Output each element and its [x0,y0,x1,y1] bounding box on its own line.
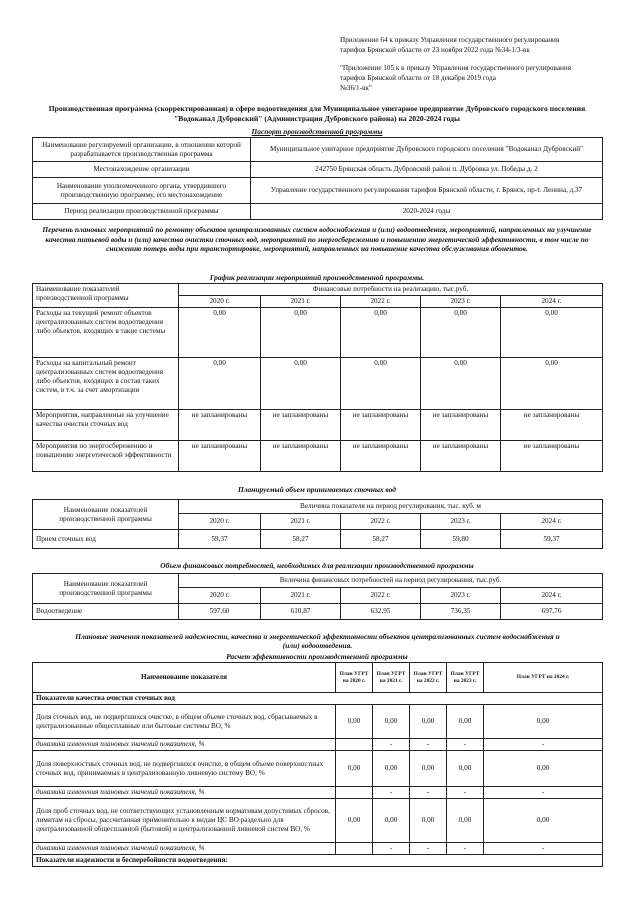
year-header: 2022 г. [341,588,421,604]
cell-value: 58,27 [261,530,341,549]
passport-label: Наименование уполномоченного органа, утвердившего производственную программу, его местонахождение [33,178,251,204]
cell-value: - [410,787,447,799]
measures-heading: Перечень плановых мероприятий по ремонту объектов централизованных систем водоснабжения и (или) водоотведения, мероприятий, направленных на улучшение качества питьевой воды и (или) качества очистки сточных вод, мероприятий по энергосбережению и повышению энергетической эффективности, в том числе по снижению потерь воды при транспортировке, мероприятий, направленных на повышение качества обслуживания абонентов. [42,225,592,254]
cell-value [336,739,373,751]
column-group-header: Величина показателя на период регулирования, тыс. куб. м [179,500,603,514]
passport-value: Управление государственного регулирования тарифов Брянской области, г. Брянск, пр-т. Ленина, д.37 [251,178,603,204]
cell-value [336,787,373,799]
annotation-line: тарифов Брянской области от 23 ноября 2022 года №34-1/3-вк [340,46,530,54]
dynamics-label: динамика изменения плановых значений показателя, % [33,739,336,751]
table-row [33,410,603,441]
row-label: Водоотведение [33,604,179,620]
plan-header: План УГРТ на 2021 г. [373,663,410,693]
row-label: Расходы на капитальный ремонт централизованных систем водоотведения либо объектов, входящих в состав таких систем, в т.ч. за счет амортизации [33,358,179,410]
year-header: 2021 г. [261,296,341,308]
year-header: 2022 г. [341,514,421,530]
cell-value: не запланированы [501,441,603,472]
column-group-header: Величина финансовых потребностей на период регулирования, тыс.руб. [179,574,603,588]
table-row [33,204,603,220]
cell-value: - [373,843,410,855]
column-header: Наименование показателей производственной программы [33,500,179,530]
cell-value: 0,00 [373,799,410,843]
cell-value: 0,00 [484,751,603,787]
cell-value: 632,95 [341,604,421,620]
cell-value: - [447,787,484,799]
cell-value: 0,00 [501,358,603,410]
cell-value: 0,00 [447,705,484,739]
cell-value: 0,00 [336,751,373,787]
cell-value: не запланированы [421,410,501,441]
cell-value: - [484,739,603,751]
cell-value: не запланированы [501,410,603,441]
annotation-line: Приложение 64 к приказу Управления государственного регулирования [340,36,560,44]
cell-value: не запланированы [179,441,261,472]
reliability-heading: Плановые значения показателей надежности, качества и энергетической эффективности объектов централизованных систем водоснабжения и (или) водоотведения. [75,632,560,651]
year-header: 2022 г. [341,296,421,308]
cell-value: 0,00 [447,751,484,787]
cell-value: не запланированы [341,441,421,472]
year-header: 2020 г. [179,514,261,530]
year-header: 2020 г. [179,296,261,308]
year-header: 2024 г. [501,514,603,530]
table-row [33,787,603,799]
passport-label: Наименование регулируемой организации, в отношении которой разрабатывается производственная программа [33,138,251,162]
cell-value: не запланированы [341,410,421,441]
cell-value: 0,00 [501,308,603,358]
cell-value: - [373,787,410,799]
cell-value: 0,00 [336,705,373,739]
section-header: Показатели качества очистки сточных вод [33,693,603,705]
cell-value: 0,00 [447,799,484,843]
column-header: Наименование показателя [33,663,336,693]
passport-value: 2020-2024 годы [251,204,603,220]
column-group-header: Финансовые потребности на реализацию, тыс.руб. [179,284,603,296]
cell-value: 610,87 [261,604,341,620]
cell-value: 58,27 [341,530,421,549]
annotation-line: "Приложение 105 к к приказу Управления государственного регулирования [340,64,572,72]
finance-table [32,573,603,620]
dynamics-label: динамика изменения плановых значений показателя, % [33,787,336,799]
table-row [33,308,603,358]
table-row [33,751,603,787]
volume-table [32,499,603,549]
column-header: Наименование показателей производственной программы [33,284,179,308]
cell-value: 0,00 [421,308,501,358]
cell-value: не запланированы [421,441,501,472]
efficiency-table [32,662,603,867]
cell-value: 0,00 [261,308,341,358]
cell-value: 0,00 [179,358,261,410]
passport-value: Муниципальное унитарное предприятие Дубровского городского поселения "Водоканал Дубровский" [251,138,603,162]
cell-value: 59,37 [501,530,603,549]
year-header: 2024 г. [501,588,603,604]
cell-value: 597,60 [179,604,261,620]
cell-value [336,843,373,855]
cell-value: 0,00 [261,358,341,410]
year-header: 2021 г. [261,588,341,604]
year-header: 2024 г. [501,296,603,308]
cell-value: 0,00 [373,705,410,739]
cell-value: - [484,787,603,799]
cell-value: 59,80 [421,530,501,549]
cell-value: 0,00 [373,751,410,787]
table-row [33,178,603,204]
table-row [33,162,603,178]
table-row [33,500,603,514]
table-row [33,663,603,693]
cell-value: - [373,739,410,751]
year-header: 2021 г. [261,514,341,530]
table-row [33,284,603,296]
table-row [33,843,603,855]
row-label: Доля поверхностных сточных вод, не подвергшихся очистке, в общем объеме поверхностных сточных вод, принимаемых в централизованную ливневую систему ВО, % [33,751,336,787]
cell-value: 0,00 [410,751,447,787]
passport-heading: Паспорт производственной программы [251,127,383,136]
cell-value: - [447,739,484,751]
row-label: Мероприятия, направленные на улучшение качества очистки сточных вод [33,410,179,441]
cell-value: 0,00 [484,799,603,843]
cell-value: 59,37 [179,530,261,549]
cell-value: 0,00 [341,358,421,410]
year-header: 2023 г. [421,588,501,604]
cell-value: - [447,843,484,855]
cell-value: 0,00 [410,799,447,843]
year-header: 2020 г. [179,588,261,604]
table-row [33,530,603,549]
plan-header: План УГРТ на 2022 г. [410,663,447,693]
passport-label: Местонахождение организации [33,162,251,178]
table-row [33,855,603,867]
cell-value: 736,35 [421,604,501,620]
row-label: Мероприятия по энергосбережению и повышению энергетической эффективности [33,441,179,472]
year-header: 2023 г. [421,296,501,308]
volume-heading: Планируемый объем принимаемых сточных вод [238,485,396,494]
plan-header: План УГРТ на 2024 г. [484,663,603,693]
table-row [33,441,603,472]
table-row [33,358,603,410]
finance-heading: Объем финансовых потребностей, необходимых для реализации производственной программы [160,561,474,570]
schedule-table [32,283,603,472]
row-label: Прием сточных вод [33,530,179,549]
table-row [33,705,603,739]
section-header: Показатели надежности и бесперебойности водоотведения: [33,855,603,867]
plan-header: План УГРТ на 2023 г. [447,663,484,693]
cell-value: - [484,843,603,855]
table-row [33,799,603,843]
row-label: Доля сточных вод, не подвергшихся очистке, в общем объеме сточных вод, сбрасываемых в централизованные общесплавные или бытовые системы ВО, % [33,705,336,739]
passport-value: 242750 Брянская область Дубровский район п. Дубровка ул. Победы д. 2 [251,162,603,178]
cell-value: 0,00 [341,308,421,358]
row-label: Доля проб сточных вод, не соответствующих установленным нормативам допустимых сбросов, лимитам на сбросы, рассчитанная применительно к видам ЦС ВО раздельно для централизованной общесплавной (бытовой) и централизованной ливневой систем ВО, % [33,799,336,843]
cell-value: не запланированы [179,410,261,441]
plan-header: План УГРТ на 2020 г. [336,663,373,693]
cell-value: 0,00 [484,705,603,739]
cell-value: 0,00 [410,705,447,739]
cell-value: не запланированы [261,441,341,472]
table-row [33,574,603,588]
table-row [33,693,603,705]
document-title: Производственная программа (скорректированная) в сфере водоотведения для Муниципальное унитарное предприятие Дубровского городского поселения "Водоканал Дубровский" (Администрация Дубровского района) на 2020-2024 годы [48,104,586,123]
table-row [33,739,603,751]
passport-label: Период реализации производственной программы [33,204,251,220]
annotation-line: №36/1-вк" [340,84,372,92]
column-header: Наименование показателей производственной программы [33,574,179,604]
passport-table [32,137,603,220]
table-row [33,138,603,162]
dynamics-label: динамика изменения плановых значений показателя, % [33,843,336,855]
table-row [33,604,603,620]
cell-value: - [410,843,447,855]
schedule-heading: График реализации мероприятий производственной программы. [209,273,425,282]
annotation-line: тарифов Брянской области от 18 декабря 2019 года [340,74,496,82]
cell-value: 0,00 [336,799,373,843]
efficiency-subheading: Расчет эффективности производственной программы [226,652,408,661]
row-label: Расходы на текущий ремонт объектов централизованных систем водоотведения либо объектов, входящих в такие системы [33,308,179,358]
cell-value: 697,76 [501,604,603,620]
cell-value: - [410,739,447,751]
cell-value: не запланированы [261,410,341,441]
year-header: 2023 г. [421,514,501,530]
cell-value: 0,00 [421,358,501,410]
cell-value: 0,00 [179,308,261,358]
